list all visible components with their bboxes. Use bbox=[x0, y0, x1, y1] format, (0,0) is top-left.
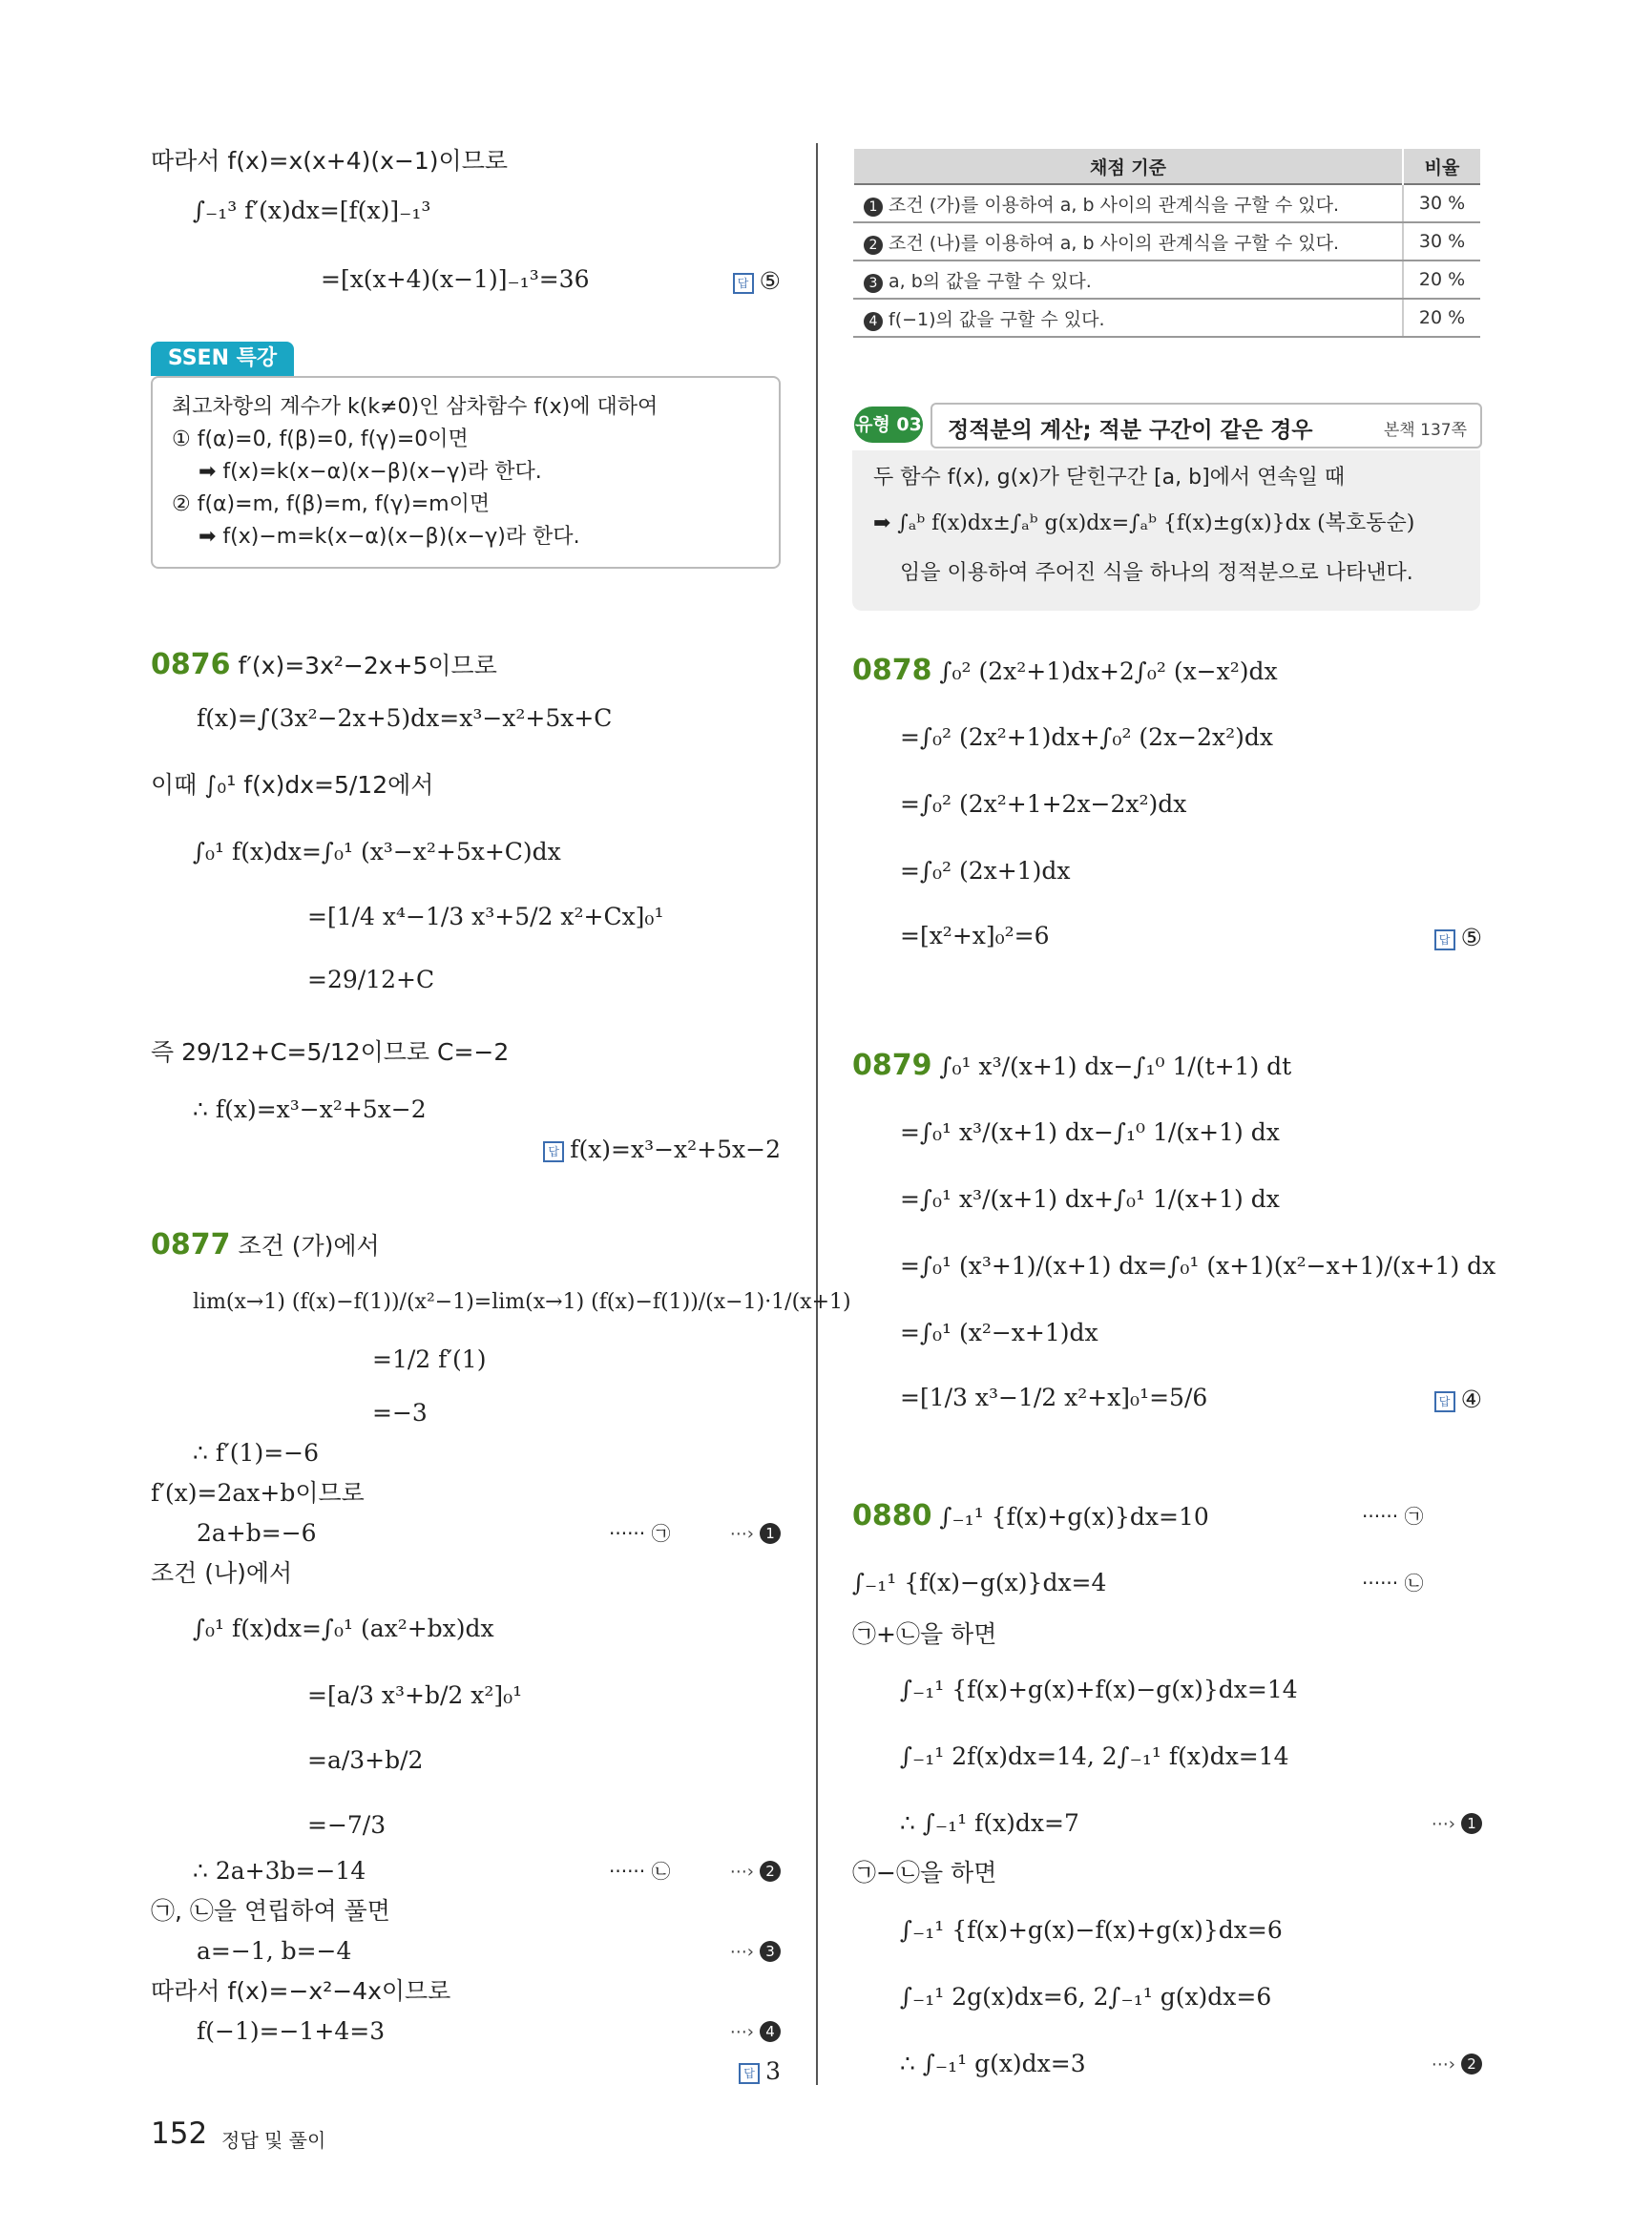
type-page-ref: 본책 137쪽 bbox=[1383, 421, 1467, 440]
table-row: 2 조건 (나)를 이용하여 a, b 사이의 관계식을 구할 수 있다. 30 % bbox=[853, 222, 1480, 261]
ssen-line: 최고차항의 계수가 k(k≠0)인 삼차함수 f(x)에 대하여 bbox=[172, 395, 659, 419]
answer-mark: 답 f(x)=x³−x²+5x−2 bbox=[543, 1136, 781, 1163]
math-line: =∫₀² (2x²+1)dx+∫₀² (2x−2x²)dx bbox=[900, 723, 1274, 751]
equation-tag: ······ ㉡ bbox=[609, 1860, 671, 1883]
problem-0879: 0879 ∫₀¹ x³/(x+1) dx−∫₁⁰ 1/(t+1) dt bbox=[852, 1049, 1292, 1082]
math-line: =[x²+x]₀²=6 bbox=[900, 922, 1050, 949]
ssen-line: ② f(α)=m, f(β)=m, f(γ)=m이면 bbox=[172, 492, 491, 516]
math-line: f(x)=∫(3x²−2x+5)dx=x³−x²+5x+C bbox=[197, 704, 613, 732]
problem-0877: 0877 조건 (가)에서 bbox=[151, 1228, 380, 1261]
math-line: ∫₋₁¹ {f(x)−g(x)}dx=4 bbox=[852, 1569, 1107, 1596]
math-line: =a/3+b/2 bbox=[307, 1746, 424, 1774]
math-line: =[1/4 x⁴−1/3 x³+5/2 x²+Cx]₀¹ bbox=[307, 903, 664, 930]
page-number: 152 bbox=[151, 2116, 208, 2151]
equation-tag: ······ ㉠ bbox=[1362, 1505, 1424, 1528]
ssen-line: ① f(α)=0, f(β)=0, f(γ)=0이면 bbox=[172, 427, 469, 451]
answer-icon: 답 bbox=[1434, 929, 1455, 950]
type-title: 정적분의 계산; 적분 구간이 같은 경우 bbox=[948, 418, 1313, 443]
grading-table bbox=[852, 149, 1480, 338]
math-line: 이때 ∫₀¹ f(x)dx=5/12에서 bbox=[151, 771, 434, 799]
ssen-line: ➡ f(x)−m=k(x−α)(x−β)(x−γ)라 한다. bbox=[199, 525, 580, 549]
answer-icon: 답 bbox=[1434, 1391, 1455, 1412]
math-line: ∫₋₁¹ 2g(x)dx=6, 2∫₋₁¹ g(x)dx=6 bbox=[900, 1983, 1272, 2011]
math-line: ∴ f(x)=x³−x²+5x−2 bbox=[193, 1095, 427, 1123]
math-line: ∫₀¹ f(x)dx=∫₀¹ (x³−x²+5x+C)dx bbox=[193, 838, 561, 865]
text-line: ㉠, ㉡을 연립하여 풀면 bbox=[151, 1897, 390, 1925]
problem-number: 0877 bbox=[151, 1228, 231, 1261]
type-badge: 유형 03 bbox=[854, 407, 923, 443]
text-line: ㉠+㉡을 하면 bbox=[852, 1620, 997, 1648]
text-line: 따라서 f(x)=x(x+4)(x−1)이므로 bbox=[151, 147, 509, 175]
column-divider bbox=[816, 143, 818, 2085]
text-line: ㉠−㉡을 하면 bbox=[852, 1859, 997, 1887]
problem-0880: 0880 ∫₋₁¹ {f(x)+g(x)}dx=10 bbox=[852, 1499, 1209, 1533]
problem-number: 0876 bbox=[151, 648, 231, 681]
answer-mark: 답 3 bbox=[739, 2057, 781, 2085]
table-row: 4 f(−1)의 값을 구할 수 있다. 20 % bbox=[853, 299, 1480, 337]
step-mark: ⋯› 4 bbox=[730, 2019, 781, 2043]
problem-0876: 0876 f′(x)=3x²−2x+5이므로 bbox=[151, 648, 497, 681]
problem-0878: 0878 ∫₀² (2x²+1)dx+2∫₀² (x−x²)dx bbox=[852, 654, 1278, 687]
math-line: 2a+b=−6 bbox=[197, 1519, 317, 1547]
step-mark: ⋯› 1 bbox=[730, 1521, 781, 1545]
ssen-tag: SSEN 특강 bbox=[151, 342, 294, 376]
math-line: 즉 29/12+C=5/12이므로 C=−2 bbox=[151, 1038, 510, 1066]
type-line: 임을 이용하여 주어진 식을 하나의 정적분으로 나타낸다. bbox=[900, 561, 1413, 585]
math-line: =∫₀¹ x³/(x+1) dx+∫₀¹ 1/(x+1) dx bbox=[900, 1185, 1280, 1213]
step-mark: ⋯› 2 bbox=[730, 1859, 781, 1883]
table-row: 3 a, b의 값을 구할 수 있다. 20 % bbox=[853, 261, 1480, 299]
answer-icon: 답 bbox=[739, 2063, 760, 2084]
math-line: =∫₀¹ (x³+1)/(x+1) dx=∫₀¹ (x+1)(x²−x+1)/(x+1) dx bbox=[900, 1252, 1496, 1280]
step-mark: ⋯› 2 bbox=[1432, 2052, 1482, 2075]
problem-number: 0878 bbox=[852, 654, 932, 687]
math-line: =−3 bbox=[372, 1399, 428, 1427]
math-line: ∴ 2a+3b=−14 bbox=[193, 1857, 366, 1885]
answer-icon: 답 bbox=[733, 273, 754, 294]
math-line: =[a/3 x³+b/2 x²]₀¹ bbox=[307, 1681, 523, 1709]
problem-number: 0880 bbox=[852, 1499, 932, 1533]
math-line: =1/2 f′(1) bbox=[372, 1345, 487, 1373]
math-line: ∴ ∫₋₁¹ g(x)dx=3 bbox=[900, 2050, 1086, 2077]
ssen-box bbox=[151, 376, 781, 569]
math-line: ∴ ∫₋₁¹ f(x)dx=7 bbox=[900, 1809, 1079, 1837]
math-line: ∫₋₁³ f′(x)dx=[f(x)]₋₁³ bbox=[193, 197, 431, 224]
math-line: =−7/3 bbox=[307, 1811, 387, 1839]
type-line: ➡ ∫ₐᵇ f(x)dx±∫ₐᵇ g(x)dx=∫ₐᵇ {f(x)±g(x)}dx (복호동순) bbox=[873, 511, 1415, 535]
math-line: =[1/3 x³−1/2 x²+x]₀¹=5/6 bbox=[900, 1384, 1208, 1411]
type-description bbox=[852, 450, 1480, 611]
math-line: f′(x)=2ax+b이므로 bbox=[151, 1479, 365, 1507]
type-title-box bbox=[931, 403, 1482, 448]
math-line: ∫₋₁¹ {f(x)+g(x)−f(x)+g(x)}dx=6 bbox=[900, 1916, 1283, 1944]
type-header bbox=[852, 403, 1480, 447]
table-row: 1 조건 (가)를 이용하여 a, b 사이의 관계식을 구할 수 있다. 30 % bbox=[853, 184, 1480, 222]
ssen-line: ➡ f(x)=k(x−α)(x−β)(x−γ)라 한다. bbox=[199, 460, 542, 484]
math-line: =29/12+C bbox=[307, 966, 435, 993]
math-line: =∫₀² (2x+1)dx bbox=[900, 857, 1071, 885]
answer-mark: 답 ⑤ bbox=[733, 267, 781, 295]
math-line: a=−1, b=−4 bbox=[197, 1937, 352, 1965]
math-line: ∴ f′(1)=−6 bbox=[193, 1439, 319, 1467]
math-line: lim(x→1) (f(x)−f(1))/(x²−1)=lim(x→1) (f(x)−f(1))/(x−1)·1/(x+1) bbox=[193, 1290, 851, 1314]
answer-icon: 답 bbox=[543, 1141, 564, 1162]
math-line: f(−1)=−1+4=3 bbox=[197, 2017, 386, 2045]
math-line: =∫₀¹ (x²−x+1)dx bbox=[900, 1319, 1098, 1346]
page-section-label: 정답 및 풀이 bbox=[221, 2129, 326, 2152]
math-line: =∫₀² (2x²+1+2x−2x²)dx bbox=[900, 790, 1187, 818]
text-line: 따라서 f(x)=−x²−4x이므로 bbox=[151, 1977, 451, 2005]
math-line: =∫₀¹ x³/(x+1) dx−∫₁⁰ 1/(x+1) dx bbox=[900, 1118, 1280, 1146]
equation-tag: ······ ㉡ bbox=[1362, 1572, 1424, 1595]
step-mark: ⋯› 1 bbox=[1432, 1811, 1482, 1835]
answer-mark: 답 ⑤ bbox=[1434, 924, 1482, 951]
text-line: 조건 (나)에서 bbox=[151, 1559, 293, 1587]
math-line: ∫₋₁¹ 2f(x)dx=14, 2∫₋₁¹ f(x)dx=14 bbox=[900, 1742, 1289, 1770]
math-line: ∫₀¹ f(x)dx=∫₀¹ (ax²+bx)dx bbox=[193, 1615, 494, 1642]
problem-number: 0879 bbox=[852, 1049, 932, 1082]
table-header: 비율 bbox=[1403, 149, 1480, 184]
type-line: 두 함수 f(x), g(x)가 닫힌구간 [a, b]에서 연속일 때 bbox=[873, 466, 1346, 490]
answer-mark: 답 ④ bbox=[1434, 1386, 1482, 1413]
step-mark: ⋯› 3 bbox=[730, 1939, 781, 1963]
table-header: 채점 기준 bbox=[853, 149, 1403, 184]
math-line: ∫₋₁¹ {f(x)+g(x)+f(x)−g(x)}dx=14 bbox=[900, 1676, 1298, 1703]
equation-tag: ······ ㉠ bbox=[609, 1522, 671, 1545]
math-line: =[x(x+4)(x−1)]₋₁³=36 bbox=[321, 265, 590, 293]
